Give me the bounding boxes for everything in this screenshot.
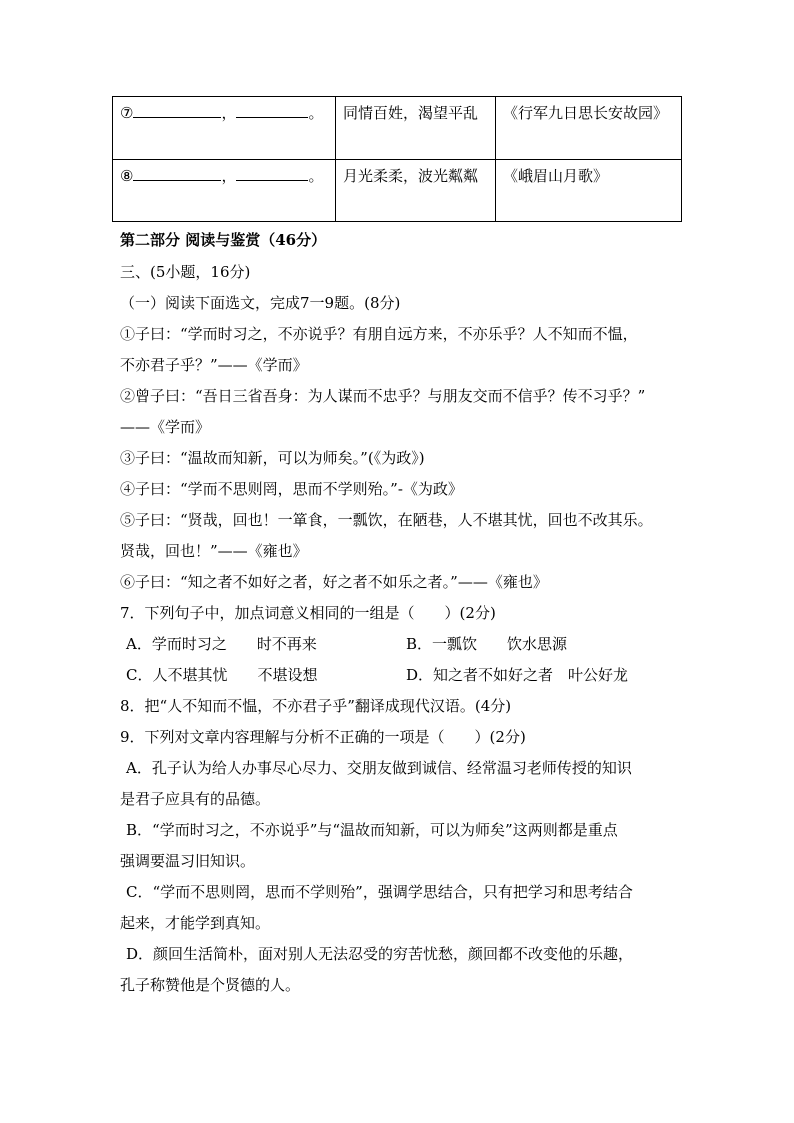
option-d: D．知之者不如好之者 叶公好龙 (406, 666, 629, 684)
row-number: ⑧ (120, 166, 134, 185)
option-b: B．“学而时习之，不亦说乎”与“温故而知新，可以为师矣”这两则都是重点 (126, 821, 618, 839)
answer-blank (236, 103, 308, 118)
description-cell: 同情百姓，渴望平乱 (336, 97, 496, 160)
comma: ， (221, 166, 237, 185)
passage-line: 贤哉，回也！”——《雍也》 (120, 542, 308, 560)
answer-cell (113, 159, 336, 222)
title-cell: 《行军九日思长安故园》 (496, 97, 682, 160)
question-9: 9．下列对文章内容理解与分析不正确的一项是（ ）(2分) (120, 728, 526, 746)
title-cell: 《峨眉山月歌》 (496, 159, 682, 222)
option-d: D．颜回生活简朴，面对别人无法忍受的穷苦忧愁，颜回都不改变他的乐趣， (126, 945, 634, 963)
option-d-cont: 孔子称赞他是个贤德的人。 (120, 976, 301, 994)
answer-blank (133, 166, 221, 181)
section-heading: 三、(5小题，16分) (120, 263, 251, 281)
passage-line: ②曾子曰：“吾日三省吾身：为人谋而不忠乎？与朋友交而不信乎？传不习乎？” (120, 387, 646, 405)
passage-line: ①子曰：“学而时习之，不亦说乎？有朋自远方来，不亦乐乎？人不知而不愠， (120, 325, 638, 343)
table-row (113, 159, 682, 222)
passage-line: ③子曰：“温故而知新，可以为师矣。”(《为政》) (120, 449, 425, 467)
option-a: A．孔子认为给人办事尽心尽力、交朋友做到诚信、经常温习老师传授的知识 (126, 759, 632, 777)
option-b: B．一瓢饮 饮水思源 (406, 635, 568, 653)
part-heading: 第二部分 阅读与鉴赏（46分） (120, 231, 327, 249)
question-8: 8．把“人不知而不愠，不亦君子乎”翻译成现代汉语。(4分) (120, 697, 512, 715)
row-number: ⑦ (120, 104, 134, 122)
period: 。 (308, 104, 324, 122)
passage-line: 不亦君子乎？”——《学而》 (120, 356, 308, 374)
passage-line: ⑥子曰：“知之者不如好之者，好之者不如乐之者。”——《雍也》 (120, 573, 548, 591)
option-b-cont: 强调要温习旧知识。 (120, 852, 256, 870)
answer-cell (113, 97, 336, 160)
answer-blank (236, 166, 308, 181)
answer-blank (133, 103, 221, 118)
sub-heading: （一）阅读下面选文，完成7一9题。(8分) (120, 294, 401, 312)
question-7: 7．下列句子中，加点词意义相同的一组是（ ）(2分) (120, 604, 496, 622)
comma: ， (221, 104, 237, 122)
passage-line: ④子曰：“学而不思则罔，思而不学则殆。”-《为政》 (120, 480, 463, 498)
option-c: C．人不堪其忧 不堪设想 (126, 666, 318, 684)
option-c: C．“学而不思则罔，思而不学则殆”，强调学思结合，只有把学习和思考结合 (126, 883, 633, 901)
table-row (113, 97, 682, 160)
option-c-cont: 起来，才能学到真知。 (120, 914, 271, 932)
period: 。 (308, 166, 324, 185)
passage-line: ——《学而》 (120, 418, 211, 436)
poetry-table (112, 96, 682, 222)
passage-line: ⑤子曰：“贤哉，回也！一箪食，一瓢饮，在陋巷，人不堪其忧，回也不改其乐。 (120, 511, 653, 529)
option-a-cont: 是君子应具有的品德。 (120, 790, 271, 808)
description-cell: 月光柔柔，波光粼粼 (336, 159, 496, 222)
option-a: A．学而时习之 时不再来 (126, 635, 317, 653)
